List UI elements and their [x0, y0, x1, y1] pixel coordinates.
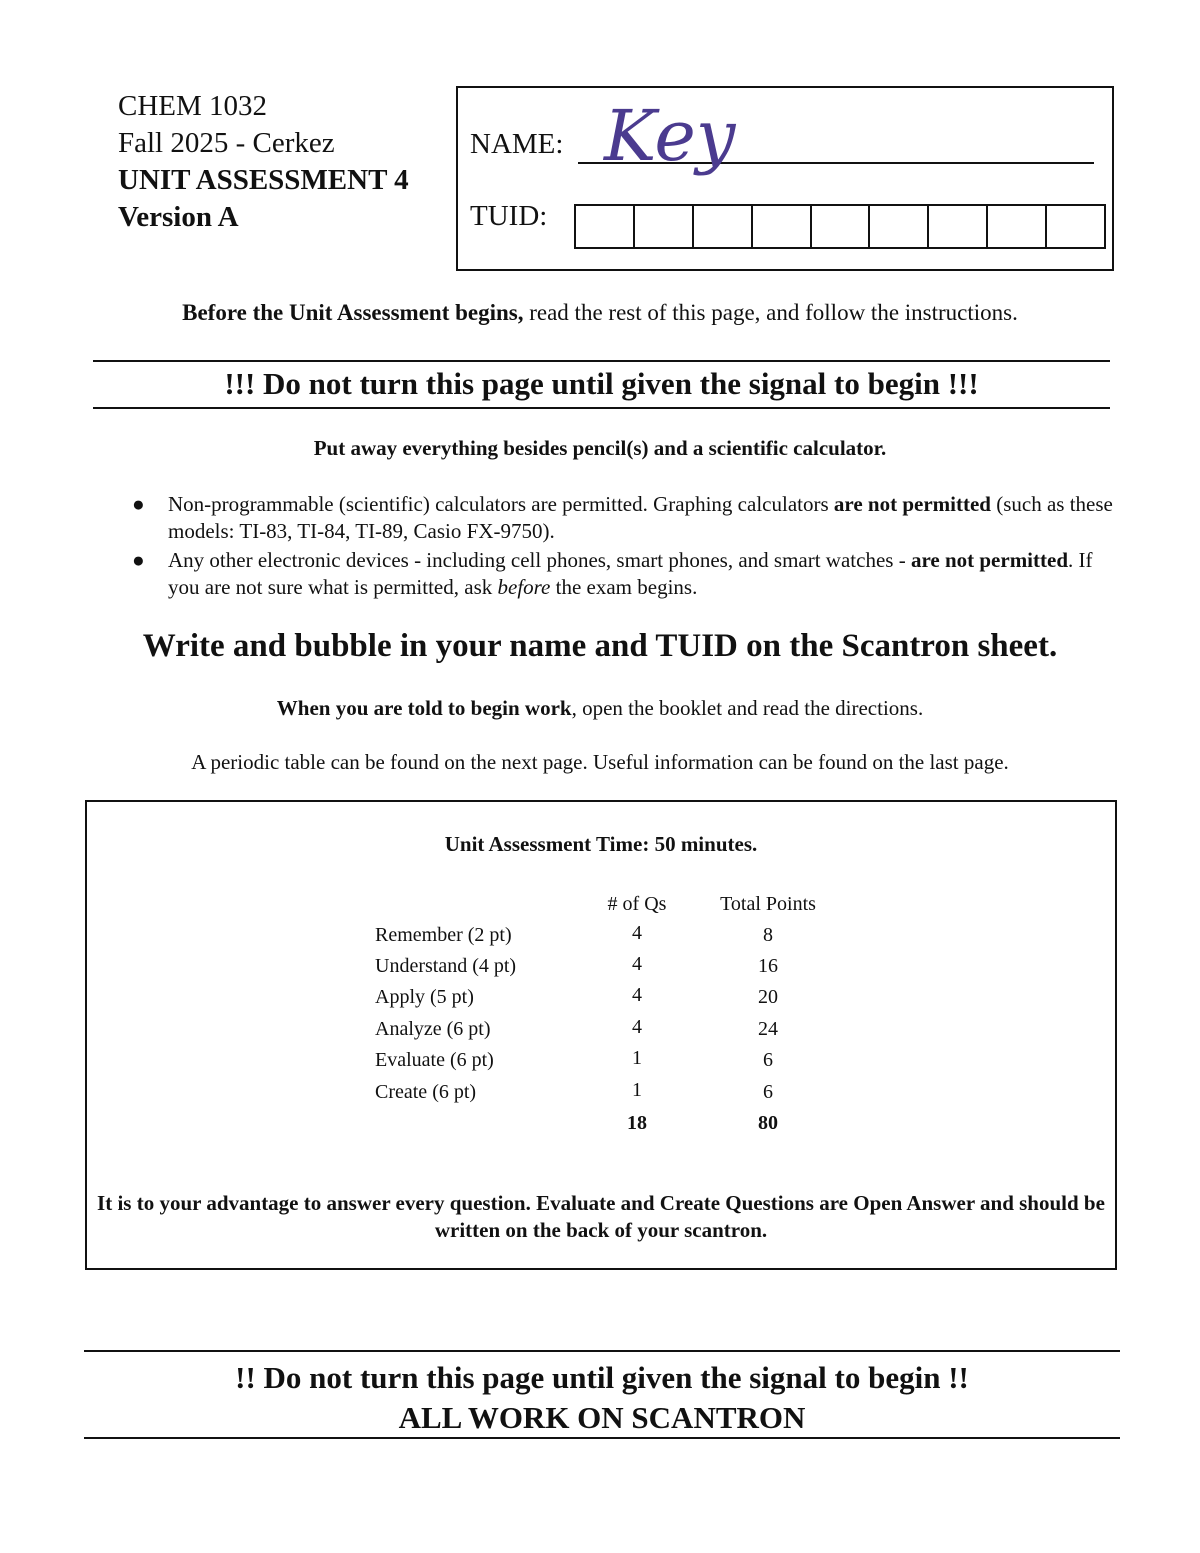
warning-bottom-line1: !! Do not turn this page until given the signal to begin !! [235, 1360, 969, 1395]
row-points: 20 [758, 986, 778, 1008]
handwritten-name [600, 88, 750, 188]
assessment-time-box [85, 800, 1117, 1270]
tuid-digit-box[interactable] [986, 206, 1045, 247]
tuid-digit-box[interactable] [751, 206, 810, 247]
scantron-instruction: Write and bubble in your name and TUID on the Scantron sheet. [142, 628, 1058, 664]
warning-top: !!! Do not turn this page until given the signal to begin !!! [224, 366, 979, 401]
col-header-qs: # of Qs [607, 893, 667, 915]
row-points: 6 [763, 1049, 773, 1071]
put-away-line: Put away everything besides pencil(s) and a scientific calculator. [313, 436, 887, 460]
row-points: 16 [758, 955, 778, 977]
tuid-digit-box[interactable] [927, 206, 986, 247]
row-qs: 4 [632, 1016, 642, 1038]
student-id-box [456, 86, 1114, 271]
row-qs: 4 [632, 922, 642, 944]
intro-rest: read the rest of this page, and follow the instructions. [523, 300, 1018, 325]
course-term: Fall 2025 - Cerkez [118, 127, 335, 159]
row-label: Evaluate (6 pt) [375, 1049, 494, 1071]
bullet-dot: ● [132, 492, 145, 516]
tuid-digit-box[interactable] [576, 206, 633, 247]
bullet-item-devices: ● Any other electronic devices - including cell phones, smart phones, and smart watches - are not permitted. If you are not sure what is permitted, ask before the exam begins. [132, 548, 1093, 599]
begin-line [0, 696, 1200, 721]
tuid-digit-box[interactable] [810, 206, 869, 247]
intro-bold: Before the Unit Assessment begins, [182, 300, 524, 325]
total-qs: 18 [627, 1112, 647, 1134]
tuid-digit-box[interactable] [868, 206, 927, 247]
tuid-label: TUID: [470, 200, 548, 232]
row-label: Apply (5 pt) [375, 986, 474, 1008]
total-points: 80 [758, 1112, 778, 1134]
advantage-note: It is to your advantage to answer every question. Evaluate and Create Questions are Open Answer and should be written on the back of your scantron. [97, 1191, 1105, 1242]
periodic-table-note: A periodic table can be found on the next page. Useful information can be found on the last page. [191, 750, 1009, 774]
bullet-item-calculators: ● Non-programmable (scientific) calculators are permitted. Graphing calculators are not permitted (such as these models: TI-83, TI-84, TI-89, Casio FX-9750). [132, 492, 1113, 543]
row-points: 24 [758, 1018, 778, 1040]
row-label: Remember (2 pt) [375, 924, 512, 946]
rule-bottom-1 [84, 1350, 1120, 1352]
time-title: Unit Assessment Time: 50 minutes. [444, 832, 758, 856]
row-qs: 1 [632, 1079, 642, 1101]
row-qs: 4 [632, 984, 642, 1006]
bullet-dot: ● [132, 548, 145, 572]
col-header-points: Total Points [720, 893, 816, 915]
begin-bold: When you are told to begin work [276, 696, 572, 720]
course-code: CHEM 1032 [118, 90, 268, 122]
rule-top-2 [93, 407, 1110, 409]
tuid-digit-box[interactable] [633, 206, 692, 247]
row-label: Create (6 pt) [375, 1081, 477, 1103]
tuid-digit-box[interactable] [692, 206, 751, 247]
name-label: NAME: [470, 128, 564, 160]
row-qs: 1 [632, 1047, 642, 1069]
rule-top-1 [93, 360, 1110, 362]
intro-line [0, 300, 1200, 326]
row-label: Understand (4 pt) [375, 955, 517, 977]
assessment-title: UNIT ASSESSMENT 4 [118, 164, 409, 196]
tuid-digit-box[interactable] [1045, 206, 1104, 247]
rule-bottom-2 [84, 1437, 1120, 1439]
row-qs: 4 [632, 953, 642, 975]
warning-bottom [84, 1358, 1120, 1438]
handwritten-name-text: Key [604, 95, 736, 177]
assessment-version: Version A [118, 201, 239, 233]
row-points: 8 [763, 924, 773, 946]
row-label: Analyze (6 pt) [375, 1018, 491, 1040]
row-points: 6 [763, 1081, 773, 1103]
course-header [118, 88, 409, 236]
bullet-list [132, 491, 1122, 603]
tuid-grid [574, 204, 1106, 249]
warning-bottom-line2: ALL WORK ON SCANTRON [398, 1400, 806, 1435]
begin-rest: , open the booklet and read the directions. [571, 696, 924, 720]
